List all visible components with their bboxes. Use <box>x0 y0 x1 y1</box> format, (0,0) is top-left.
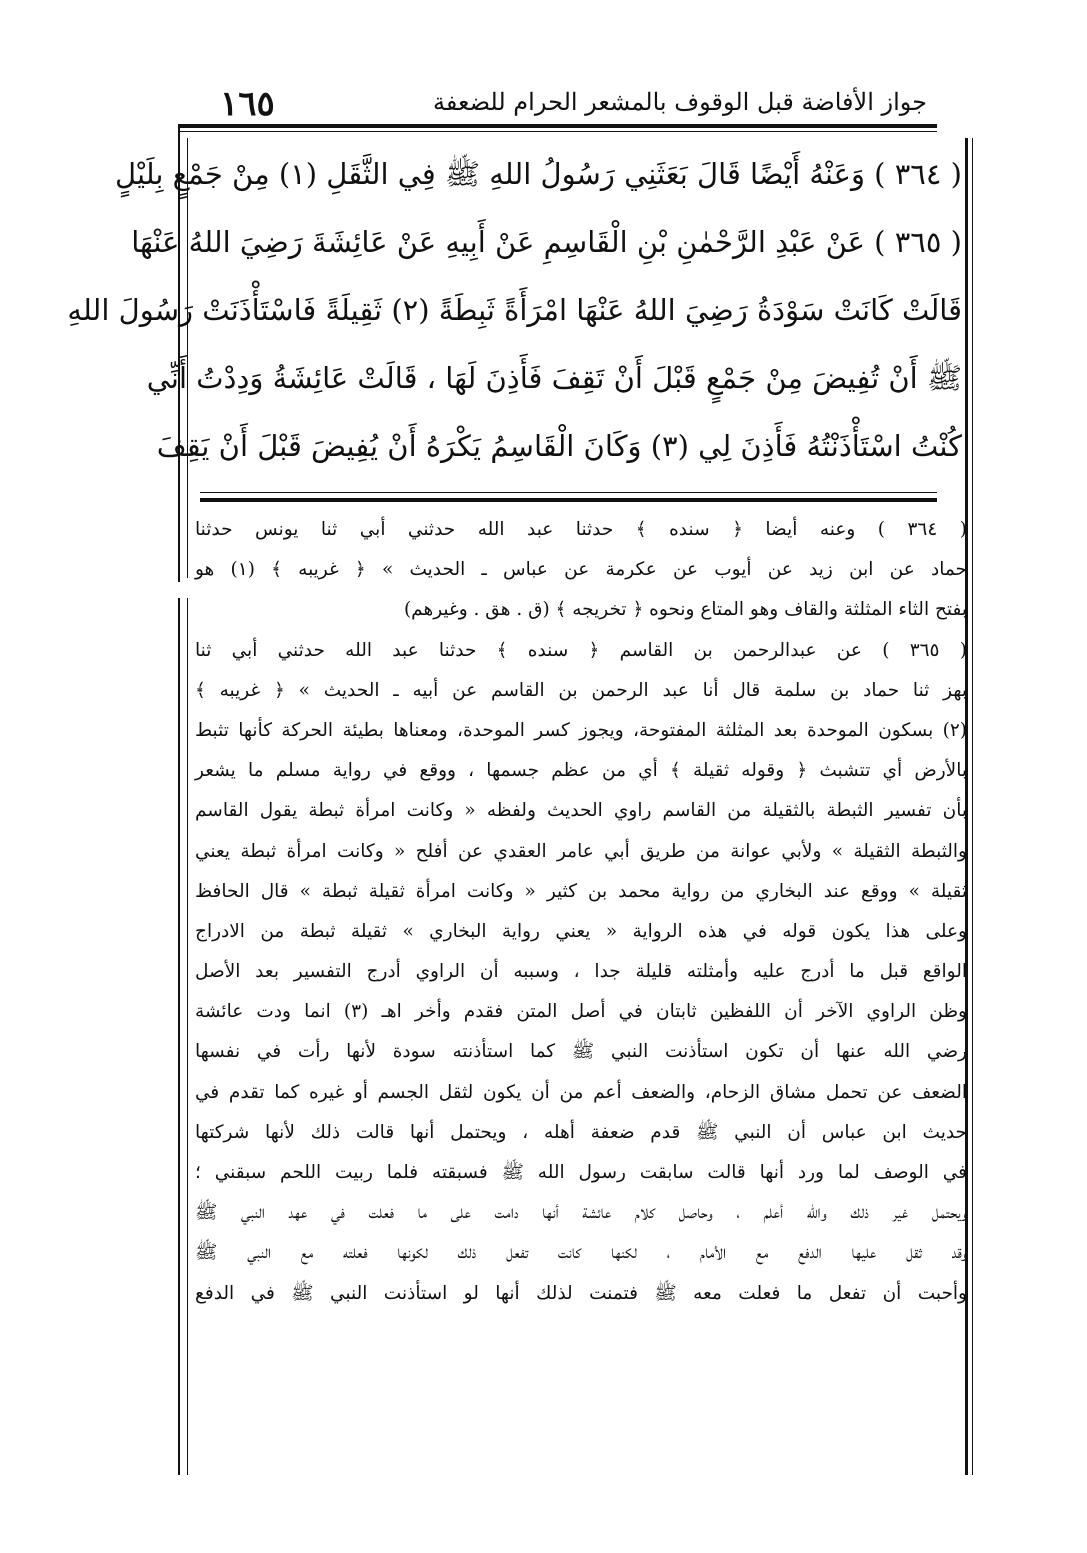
hadith-text <box>67 140 962 480</box>
commentary-line: والثبطة الثقيلة » ولأبي عوانة من طريق أبي عامر العقدي عن أفلح « وكانت امرأة ثبطة يعني <box>195 840 967 862</box>
commentary-line: وظن الراوي الآخر أن اللفظين ثابتان في أصل المتن فقدم وأخر اهـ (٣) انما ودت عائشة <box>195 1001 967 1023</box>
margin-bar-left-bottom-inner <box>187 598 188 1475</box>
commentary-line: بهز ثنا حماد بن سلمة قال أنا عبد الرحمن بن القاسم عن أبيه ـ الحديث » ﴿ غريبه ﴾ <box>195 679 967 701</box>
page-number: ١٦٥ <box>220 84 275 124</box>
commentary-line: بفتح الثاء المثلثة والقاف وهو المتاع ونحوه ﴿ تخريجه ﴾ (ق . هق . وغيرهم) <box>403 599 967 621</box>
commentary-text <box>195 510 967 1314</box>
running-title: جواز الأفاضة قبل الوقوف بالمشعر الحرام للضعفة <box>433 88 927 116</box>
margin-bar-right-inner <box>972 138 973 1475</box>
commentary-line: الواقع قبل ما أدرج عليه وأمثلته قليلة جدا ، وسببه أن الراوي أدرج التفسير بعد الأصل <box>195 961 967 983</box>
commentary-line: ( ٣٦٥ ) عن عبدالرحمن بن القاسم ﴿ سنده ﴾ حدثنا عبد الله حدثني أبي ثنا <box>195 639 967 661</box>
commentary-line: رضي الله عنها أن تكون استأذنت النبي ﷺ كما استأذنته سودة لأنها رأت في نفسها <box>195 1041 967 1063</box>
commentary-line: بالأرض أي تتشبث ﴿ وقوله ثقيلة ﴾ أي من عظم جسمها ، ووقع في رواية مسلم ما يشعر <box>195 760 967 782</box>
header-rule-thick <box>180 124 937 128</box>
commentary-line: ويحتمل غير ذلك والله أعلم ، وحاصل كلام عائشة أنها دامت على ما فعلت في عهد النبي ﷺ <box>195 1202 967 1224</box>
separator-rule-thin <box>200 492 937 493</box>
commentary-line: في الوصف لما ورد أنها قالت سابقت رسول الله ﷺ فسبقته فلما ربيت اللحم سبقني ؛ <box>195 1162 967 1183</box>
commentary-line: الضعف عن تحمل مشاق الزحام، والضعف أعم من أن يكون لثقل الجسم أو غيره كما تقدم في <box>195 1081 967 1103</box>
hadith-line: ( ٣٦٤ ) وَعَنْهُ أَيْضًا قَالَ بَعَثَنِي رَسُولُ اللهِ ﷺ فِي الثَّقَلِ (١) مِنْ جَمْعٍ بِلَيْلٍ <box>115 157 962 191</box>
commentary-line: وعلى هذا يكون قوله في هذه الرواية « يعني رواية البخاري » ثقيلة ثبطة من الادراج <box>195 920 967 942</box>
separator-rule-thick <box>200 498 937 502</box>
commentary-line: وأحبت أن تفعل ما فعلت معه ﷺ فتمنت لذلك أنها لو استأذنت النبي ﷺ في الدفع <box>195 1282 967 1304</box>
commentary-line: حماد عن ابن زيد عن أيوب عن عكرمة عن عباس ـ الحديث » ﴿ غريبه ﴾ (١) هو <box>195 559 967 581</box>
commentary-line: بأن تفسير الثبطة بالثقيلة من القاسم راوي الحديث ولفظه « وكانت امرأة ثبطة يقول القاسم <box>195 800 967 822</box>
hadith-line: ﷺ أَنْ تُفِيضَ مِنْ جَمْعٍ قَبْلَ أَنْ تَقِفَ فَأَذِنَ لَهَا ، قَالَتْ عَائِشَةُ وَدِدْتُ أَنِّي <box>146 361 962 395</box>
commentary-line: (٢) بسكون الموحدة بعد المثلثة المفتوحة، ويجوز كسر الموحدة، ومعناها بطيئة الحركة كأنها تثبط <box>195 719 967 741</box>
commentary-line: ثقيلة » ووقع عند البخاري من رواية محمد بن كثير « وكانت امرأة ثقيلة ثبطة » قال الحافظ <box>195 880 967 902</box>
hadith-line: قَالَتْ كَانَتْ سَوْدَةُ رَضِيَ اللهُ عَنْهَا امْرَأَةً ثَبِطَةً (٢) ثَقِيلَةً فَاسْتَأْذَنَتْ رَسُولَ اللهِ <box>67 293 962 327</box>
header-rule-thin <box>180 131 937 132</box>
commentary-line: حديث ابن عباس أن النبي ﷺ قدم ضعفة أهله ، ويحتمل أنها قالت ذلك لأنها شركتها <box>195 1121 967 1143</box>
margin-bar-left-bottom <box>178 598 180 1475</box>
commentary-line: ( ٣٦٤ ) وعنه أيضا ﴿ سنده ﴾ حدثنا عبد الله حدثني أبي ثنا يونس حدثنا <box>195 519 967 540</box>
hadith-line: كُنْتُ اسْتَأْذَنْتُهُ فَأَذِنَ لِي (٣) وَكَانَ الْقَاسِمُ يَكْرَهُ أَنْ يُفِيضَ قَبْلَ أَنْ يَقِفَ <box>156 429 962 463</box>
hadith-line: ( ٣٦٥ ) عَنْ عَبْدِ الرَّحْمٰنِ بْنِ الْقَاسِمِ عَنْ أَبِيهِ عَنْ عَائِشَةَ رَضِيَ اللهُ عَنْهَا <box>131 225 962 259</box>
commentary-line: وقد ثقل عليها الدفع مع الأمام ، لكنها كانت تفعل ذلك لكونها فعلته مع النبي ﷺ <box>195 1242 967 1264</box>
